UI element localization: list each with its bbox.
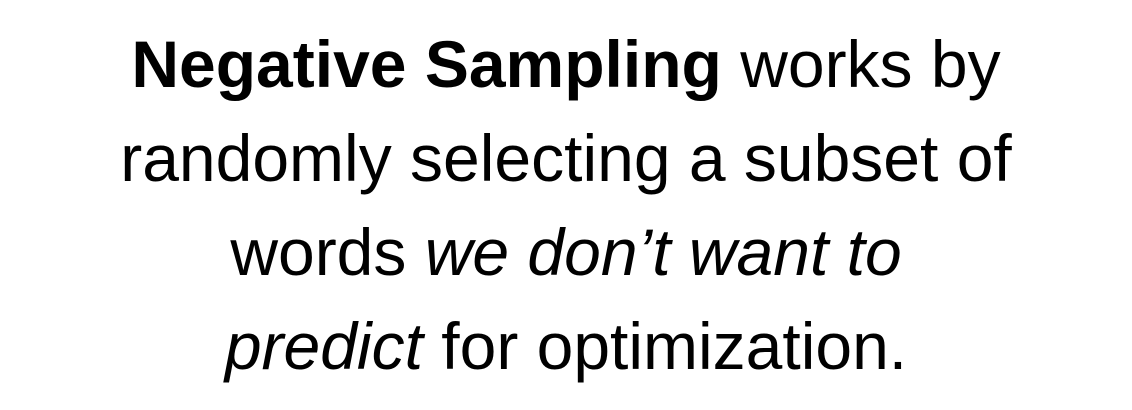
term-negative-sampling: Negative Sampling (131, 27, 722, 101)
statement-line-2 (66, 111, 1066, 205)
statement-text: randomly selecting a subset of (120, 121, 1012, 195)
emphasis-word: predict (224, 309, 423, 383)
statement-line-3 (66, 205, 1066, 299)
statement-text: words (230, 215, 425, 289)
statement-line-4 (66, 299, 1066, 393)
negative-sampling-statement (66, 17, 1066, 393)
emphasis-phrase: we don’t want to (424, 215, 902, 289)
statement-line-1 (66, 17, 1066, 111)
statement-text: works by (721, 27, 1001, 101)
statement-text: for optimization. (422, 309, 908, 383)
